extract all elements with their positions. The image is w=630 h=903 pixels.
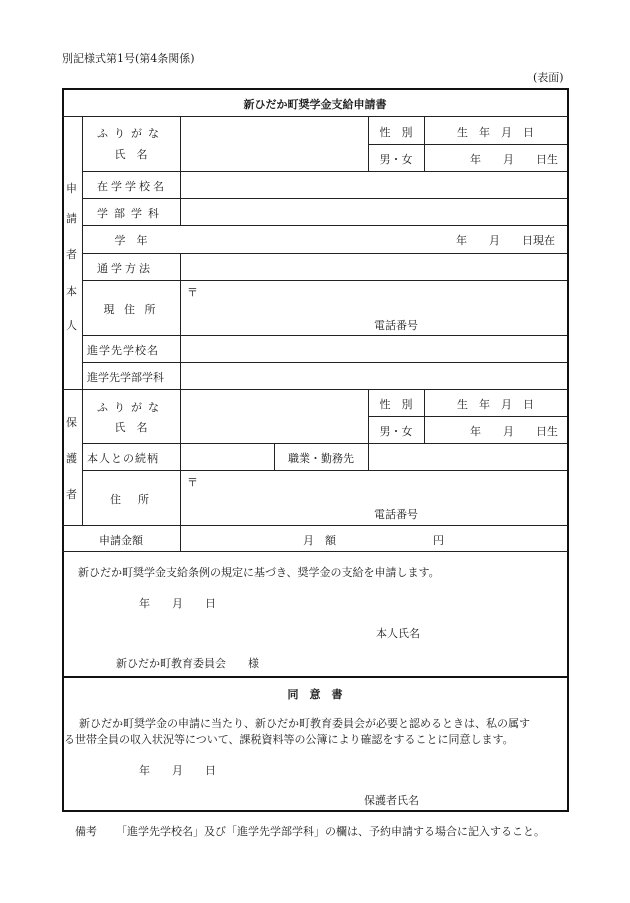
- applicant-birth-date: 年 月 日生: [470, 153, 558, 166]
- rule: [368, 144, 567, 145]
- applicant-sex-options: 男・女: [379, 153, 413, 166]
- amount-label: 申請金額: [99, 534, 143, 547]
- rule: [82, 171, 567, 172]
- frame-bottom: [62, 810, 568, 812]
- rule: [62, 551, 568, 552]
- rule: [82, 280, 567, 281]
- frame-top: [62, 88, 568, 90]
- rule: [82, 443, 567, 444]
- rule: [368, 416, 567, 417]
- rule: [82, 253, 567, 254]
- amount-unit: 円: [433, 534, 444, 547]
- consent-divider: [62, 676, 568, 678]
- commute-label: 通学方法: [97, 262, 153, 275]
- guardian-phone-label: 電話番号: [374, 508, 418, 521]
- rule: [82, 362, 567, 363]
- occupation-label: 職業・勤務先: [288, 452, 354, 465]
- guardian-group-char: 護: [66, 452, 77, 465]
- frame-left: [62, 88, 64, 812]
- next-school-label: 進学先学校名: [87, 344, 159, 357]
- recipient: 新ひだか町教育委員会 様: [116, 657, 259, 670]
- guardian-group-char: 者: [66, 488, 77, 501]
- rule: [62, 116, 568, 117]
- note-text: 「進学先学校名」及び「進学先学部学科」の欄は、予約申請する場合に記入すること。: [116, 825, 545, 838]
- applicant-group-char: 本: [66, 285, 77, 298]
- applicant-signature-label: 本人氏名: [376, 627, 420, 640]
- guardian-group-char: 保: [66, 416, 77, 429]
- guardian-address-label: 住 所: [110, 493, 152, 506]
- guardian-sex-label: 性 別: [379, 398, 413, 411]
- grade-date: 年 月 日現在: [456, 234, 555, 247]
- consent-date: 年 月 日: [139, 764, 216, 777]
- side-label: (表面): [533, 71, 564, 84]
- rule: [62, 525, 568, 526]
- consent-text-line2: る世帯全員の収入状況等について、課税資料等の公簿により確認をすることに同意します。: [64, 733, 514, 746]
- form-number: 別記様式第1号(第4条関係): [62, 52, 195, 65]
- rule: [368, 443, 369, 470]
- note-label: 備考: [75, 825, 97, 838]
- application-statement: 新ひだか町奨学金支給条例の規定に基づき、奨学金の支給を申請します。: [78, 566, 440, 579]
- applicant-group-char: 者: [66, 248, 77, 261]
- guardian-name-label: 氏 名: [114, 421, 148, 434]
- consent-text-line1: 新ひだか町奨学金の申請に当たり、新ひだか町教育委員会が必要と認めるときは、私の属す: [79, 717, 530, 730]
- applicant-birth-label: 生 年 月 日: [457, 126, 534, 139]
- amount-monthly-label: 月 額: [303, 534, 336, 547]
- postal-mark: 〒: [187, 286, 198, 299]
- guardian-furigana-label: ふりがな: [97, 401, 165, 414]
- applicant-furigana-label: ふりがな: [97, 127, 165, 140]
- guardian-birth-label: 生 年 月 日: [457, 398, 534, 411]
- applicant-name-label: 氏 名: [114, 148, 148, 161]
- rule: [180, 389, 181, 525]
- applicant-group-char: 請: [66, 212, 77, 225]
- guardian-birth-date: 年 月 日生: [470, 425, 558, 438]
- rule: [180, 253, 181, 389]
- guardian-sex-options: 男・女: [379, 425, 413, 438]
- applicant-group-char: 申: [66, 182, 77, 195]
- frame-right: [567, 88, 569, 812]
- rule: [82, 470, 567, 471]
- relation-label: 本人との続柄: [87, 452, 159, 465]
- address-label: 現 住 所: [103, 303, 159, 316]
- rule: [82, 198, 567, 199]
- form-title: 新ひだか町奨学金支給申請書: [243, 98, 387, 111]
- school-label: 在学学校名: [97, 180, 167, 193]
- guardian-signature-label: 保護者氏名: [364, 794, 419, 807]
- grade-label: 学 年: [114, 234, 148, 247]
- rule: [82, 335, 567, 336]
- rule: [180, 525, 181, 551]
- consent-title: 同 意 書: [287, 688, 343, 701]
- rule: [180, 116, 181, 226]
- phone-label: 電話番号: [374, 319, 418, 332]
- application-date: 年 月 日: [139, 597, 216, 610]
- guardian-postal-mark: 〒: [187, 476, 198, 489]
- applicant-sex-label: 性 別: [379, 126, 413, 139]
- next-department-label: 進学先学部学科: [87, 371, 164, 384]
- rule: [62, 389, 568, 390]
- department-label: 学部学科: [97, 207, 165, 220]
- applicant-group-char: 人: [66, 319, 77, 332]
- rule: [82, 225, 567, 226]
